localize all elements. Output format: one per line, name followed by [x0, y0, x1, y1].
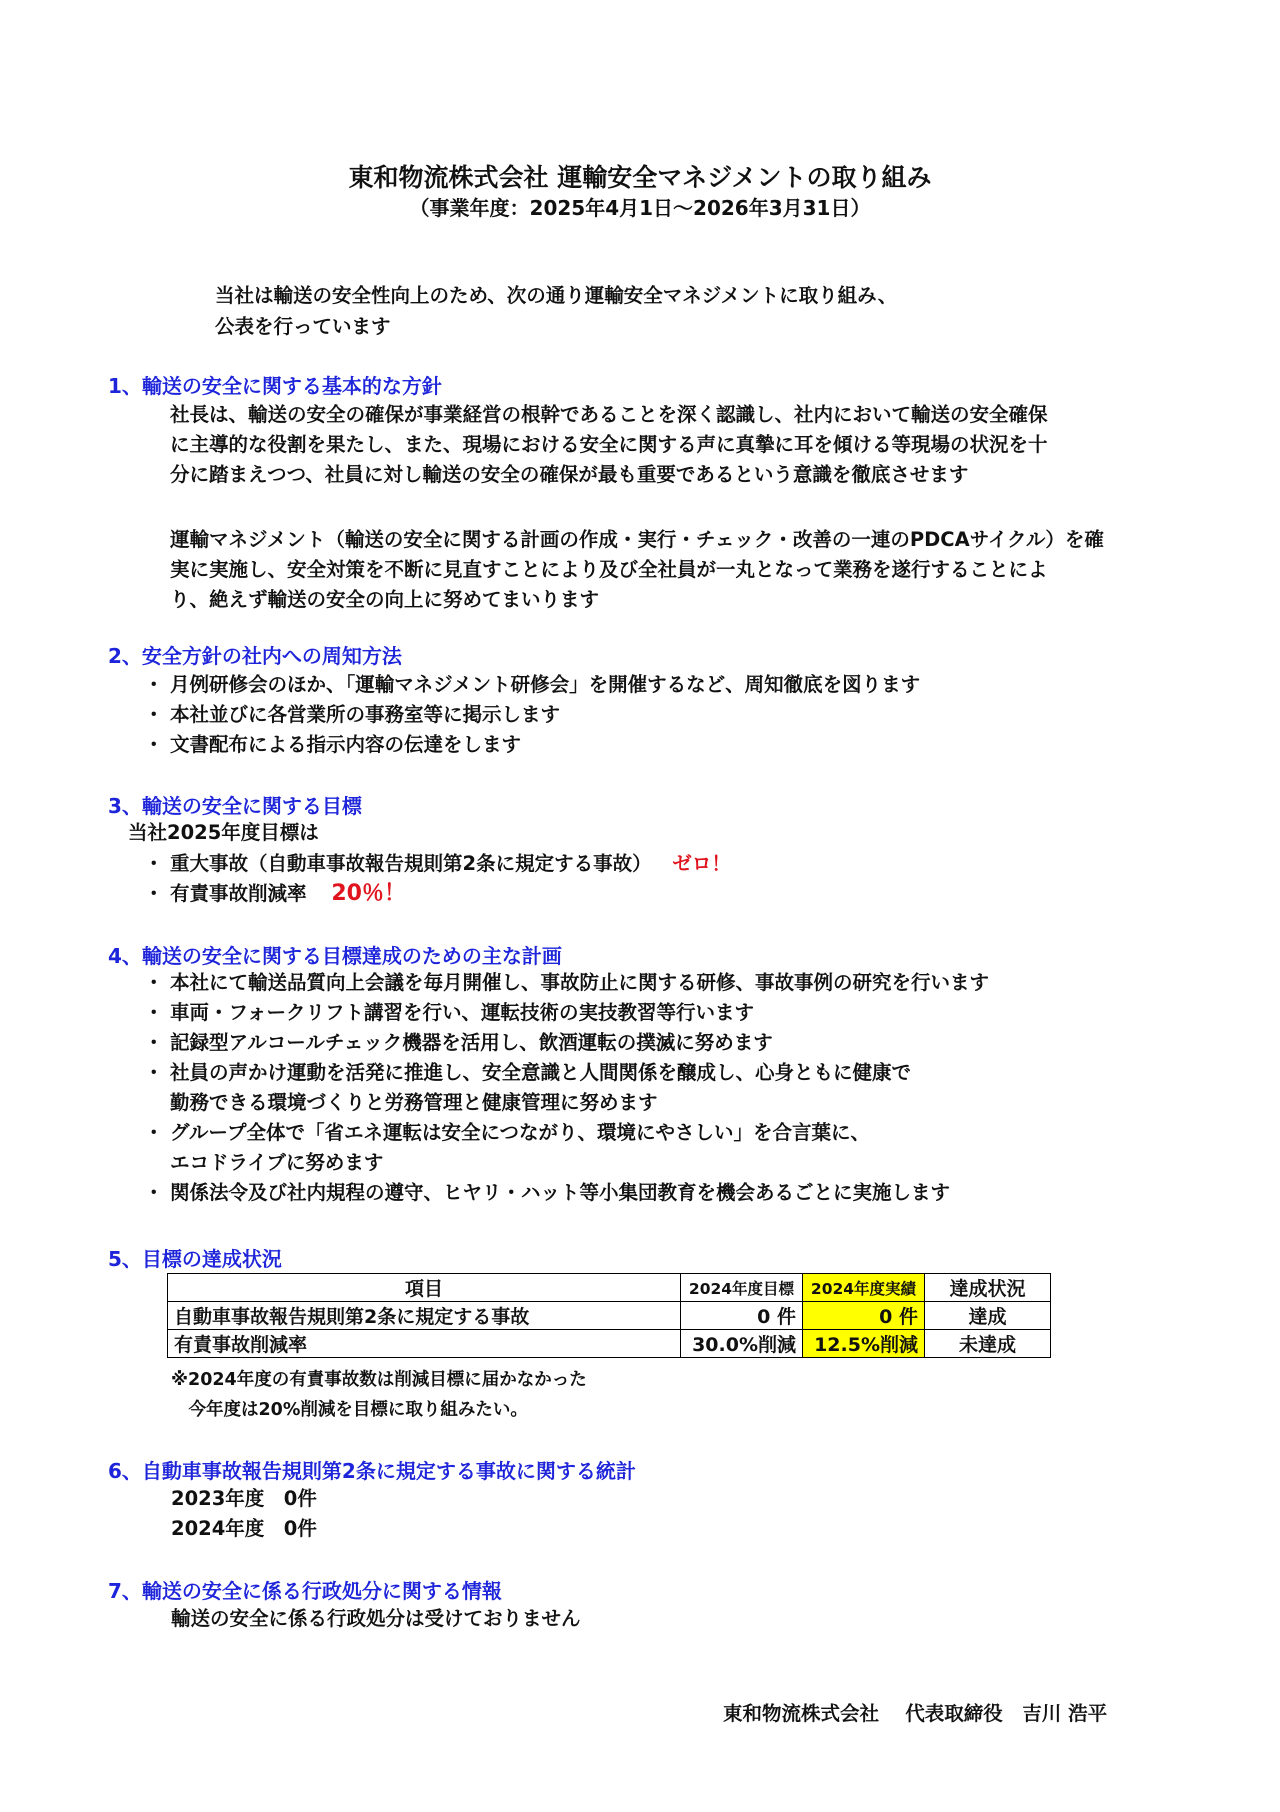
- list-item: ・ 月例研修会のほか、「運輸マネジメント研修会」を開催するなど、周知徹底を図ります: [148, 670, 920, 700]
- cell-status: 未達成: [925, 1330, 1051, 1358]
- paragraph-line: 社長は、輸送の安全の確保が事業経営の根幹であることを深く認識し、社内において輸送の安全確保: [170, 403, 1048, 426]
- goal-value: ゼロ！: [672, 852, 731, 875]
- section3-goals: [148, 849, 731, 909]
- section3-heading: 3、輸送の安全に関する目標: [108, 794, 362, 818]
- list-item-line: ・ 本社にて輸送品質向上会議を毎月開催し、事故防止に関する研修、事故事例の研究を行います: [170, 971, 990, 994]
- paragraph-line: 分に踏まえつつ、社員に対し輸送の安全の確保が最も重要であるという意識を徹底させます: [170, 463, 969, 486]
- list-item: [148, 1178, 989, 1208]
- list-item: ・ 本社並びに各営業所の事務室等に掲示します: [148, 700, 920, 730]
- section5-heading: 5、目標の達成状況: [108, 1247, 282, 1271]
- list-item-line: ・ 関係法令及び社内規程の遵守、ヒヤリ・ハット等小集団教育を機会あるごとに実施します: [170, 1181, 951, 1204]
- cell-actual: 0 件: [803, 1302, 925, 1330]
- fiscal-year-subtitle: （事業年度：2025年4月1日～2026年3月31日）: [409, 196, 871, 220]
- list-item-line: ・ グループ全体で「省エネ運転は安全につながり、環境にやさしい」を合言葉に、: [170, 1121, 871, 1144]
- list-item-line: ・ 記録型アルコールチェック機器を活用し、飲酒運転の撲滅に努めます: [170, 1031, 773, 1054]
- goal-item: [148, 849, 731, 879]
- section6-heading: 6、自動車事故報告規則第2条に規定する事故に関する統計: [108, 1459, 636, 1483]
- paragraph-line: り、絶えず輸送の安全の向上に努めてまいります: [170, 588, 600, 611]
- accident-statistics: [171, 1484, 317, 1544]
- list-item: [148, 998, 989, 1028]
- goal-text: 有責事故削減率: [170, 882, 307, 905]
- page-title: 東和物流株式会社 運輸安全マネジメントの取り組み: [348, 163, 932, 192]
- header-target: 2024年度目標: [681, 1274, 803, 1302]
- section2-heading: 2、安全方針の社内への周知方法: [108, 644, 402, 668]
- goal-text: 重大事故（自動車事故報告規則第2条に規定する事故）: [170, 852, 652, 875]
- intro-line: 当社は輸送の安全性向上のため、次の通り運輸安全マネジメントに取り組み、: [215, 284, 898, 307]
- list-item: [148, 968, 989, 998]
- cell-target: 0 件: [681, 1302, 803, 1330]
- table-row: [168, 1302, 1051, 1330]
- paragraph-line: に主導的な役割を果たし、また、現場における安全に関する声に真摯に耳を傾ける等現場の状況を十: [170, 433, 1048, 456]
- list-item-line: ・ 車両・フォークリフト講習を行い、運転技術の実技教習等行います: [170, 1001, 755, 1024]
- cell-status: 達成: [925, 1302, 1051, 1330]
- statistic-line: 2023年度 0件: [171, 1487, 317, 1510]
- table-note: [171, 1365, 587, 1425]
- section4-heading: 4、輸送の安全に関する目標達成のための主な計画: [108, 944, 562, 968]
- section3-lead: 当社2025年度目標は: [128, 821, 319, 844]
- goal-value: 20％！: [331, 881, 406, 906]
- cell-target: 30.0%削減: [681, 1330, 803, 1358]
- table-row: [168, 1330, 1051, 1358]
- goal-item: [148, 879, 731, 909]
- statistic-line: 2024年度 0件: [171, 1517, 317, 1540]
- cell-actual: 12.5%削減: [803, 1330, 925, 1358]
- intro-paragraph: [215, 280, 897, 342]
- signature: 東和物流株式会社 代表取締役 吉川 浩平: [723, 1702, 1108, 1725]
- list-item-line: エコドライブに努めます: [170, 1151, 384, 1174]
- section1-pdca-paragraph: [170, 525, 1180, 615]
- section7-text: 輸送の安全に係る行政処分は受けておりません: [171, 1607, 581, 1630]
- list-item: [148, 1058, 989, 1118]
- header-actual: 2024年度実績: [803, 1274, 925, 1302]
- table-header-row: [168, 1274, 1051, 1302]
- list-item-line: 勤務できる環境づくりと労務管理と健康管理に努めます: [170, 1091, 658, 1114]
- achievement-table: [167, 1273, 1051, 1358]
- header-status: 達成状況: [925, 1274, 1051, 1302]
- paragraph-line: 運輸マネジメント（輸送の安全に関する計画の作成・実行・チェック・改善の一連のPDCAサイクル）を確: [170, 528, 1104, 551]
- list-item: ・ 文書配布による指示内容の伝達をします: [148, 730, 920, 760]
- cell-item: 自動車事故報告規則第2条に規定する事故: [168, 1302, 681, 1330]
- intro-line: 公表を行っています: [215, 315, 391, 338]
- section4-list: [148, 968, 989, 1208]
- note-line: 今年度は20%削減を目標に取り組みたい。: [171, 1400, 528, 1420]
- section7-heading: 7、輸送の安全に係る行政処分に関する情報: [108, 1579, 502, 1603]
- section1-heading: 1、輸送の安全に関する基本的な方針: [108, 374, 442, 398]
- note-line: ※2024年度の有責事故数は削減目標に届かなかった: [171, 1370, 587, 1390]
- header-item: 項目: [168, 1274, 681, 1302]
- section1-policy-paragraph: [170, 400, 1180, 490]
- section2-list: [148, 670, 920, 760]
- list-item: [148, 1028, 989, 1058]
- cell-item: 有責事故削減率: [168, 1330, 681, 1358]
- list-item: [148, 1118, 989, 1178]
- paragraph-line: 実に実施し、安全対策を不断に見直すことにより及び全社員が一丸となって業務を遂行することによ: [170, 558, 1048, 581]
- list-item-line: ・ 社員の声かけ運動を活発に推進し、安全意識と人間関係を醸成し、心身ともに健康で: [170, 1061, 912, 1084]
